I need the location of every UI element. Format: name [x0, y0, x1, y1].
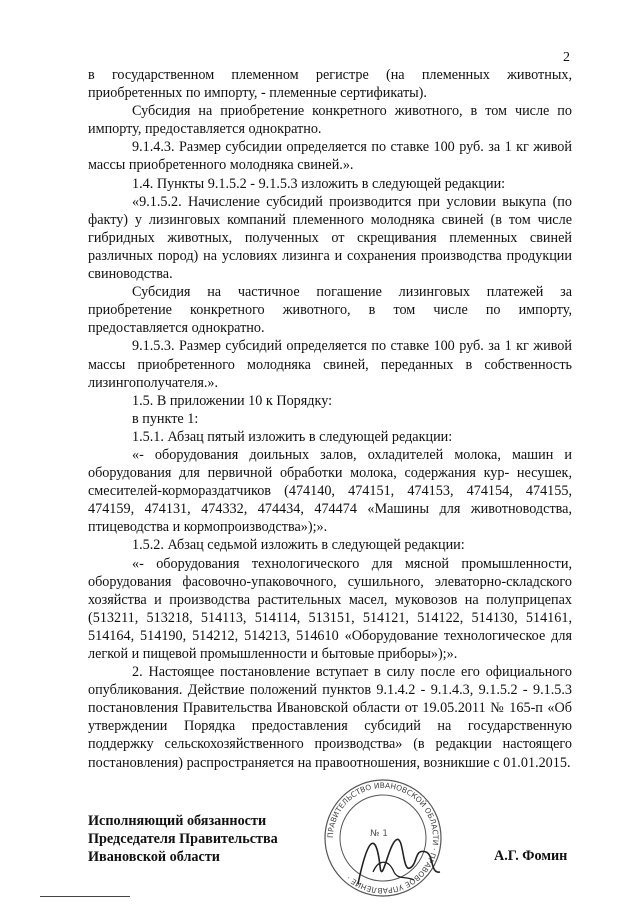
svg-text:№ 1: № 1 — [370, 829, 388, 839]
paragraph: 9.1.4.3. Размер субсидии определяется по ставке 100 руб. за 1 кг живой массы приобретенного молодняка свиней.». — [88, 139, 572, 174]
paragraph: «- оборудования доильных залов, охладителей молока, машин и оборудования для первичной обработки молока, содержания кур- несушек, смесителей-кормораздатчиков (474140, 474151, 474153, 474154, 474155, 474159, 474131, 474332, 474434, 474474 «Машины для животноводства, птицеводства и кормопроизводства»);». — [88, 446, 572, 536]
signatory-name: А.Г. Фомин — [494, 848, 568, 864]
document-body — [88, 66, 572, 772]
signatory-title-line: Председателя Правительства — [88, 831, 278, 847]
paragraph: 1.4. Пункты 9.1.5.2 - 9.1.5.3 изложить в следующей редакции: — [132, 175, 506, 192]
signatory-title — [88, 812, 278, 866]
signatory-title-line: Ивановской области — [88, 849, 220, 865]
paragraph: 1.5.2. Абзац седьмой изложить в следующей редакции: — [132, 537, 465, 554]
paragraph: в пункте 1: — [132, 410, 199, 427]
paragraph: «9.1.5.2. Начисление субсидий производится при условии выкупа (по факту) у лизинговых компаний племенного молодняка свиней (в том числе гибридных животных, полученных от скрещивания племенных свиней различных пород) на условиях лизинга и сохранения производства продукции свиноводства. — [88, 193, 572, 283]
paragraph: Субсидия на приобретение конкретного животного, в том числе по импорту, предоставляется однократно. — [88, 103, 572, 138]
paragraph: в государственном племенном регистре (на племенных животных, приобретенных по импорту, - племенные сертификаты). — [88, 67, 572, 102]
paragraph: 1.5. В приложении 10 к Порядку: — [132, 392, 333, 409]
paragraph: «- оборудования технологического для мясной промышленности, оборудования фасовочно-упаковочного, сушильного, элеваторно-складского хозяйства и производства растительных масел, муковозов на полуприцепах (513211, 513218, 514113, 514114, 513151, 514121, 514122, 514130, 514161, 514164, 514190, 514212, 514213, 514610 «Оборудование технологическое для легкой и пищевой промышленности и бытовые приборы»);». — [88, 555, 572, 662]
footer-divider — [40, 896, 130, 897]
stamp-text: ПРАВИТЕЛЬСТВО ИВАНОВСКОЙ ОБЛАСТИ · ПРАВОВОЕ УПРАВЛЕНИЕ · — [325, 780, 441, 896]
paragraph: 9.1.5.3. Размер субсидий определяется по ставке 100 руб. за 1 кг живой массы приобретенного молодняка свиней, переданных в собственность лизингополучателя.». — [88, 338, 572, 391]
official-stamp — [318, 776, 448, 900]
paragraph: 1.5.1. Абзац пятый изложить в следующей редакции: — [132, 428, 453, 445]
signatory-title-line: Исполняющий обязанности — [88, 813, 267, 829]
paragraph: 2. Настоящее постановление вступает в силу после его официального опубликования. Действие положений пунктов 9.1.4.2 - 9.1.4.3, 9.1.5.2 - 9.1.5.3 постановления Правительства Ивановской области от 19.05.2011 № 165-п «Об утверждении Порядка предоставления субсидий на государственную поддержку сельскохозяйственного производства» (в редакции настоящего постановления) распространяется на правоотношения, возникшие с 01.01.2015. — [88, 664, 572, 771]
paragraph: Субсидия на частичное погашение лизинговых платежей за приобретение конкретного животного, в том числе по импорту, предоставляется однократно. — [88, 284, 572, 337]
page-number: 2 — [563, 50, 570, 65]
